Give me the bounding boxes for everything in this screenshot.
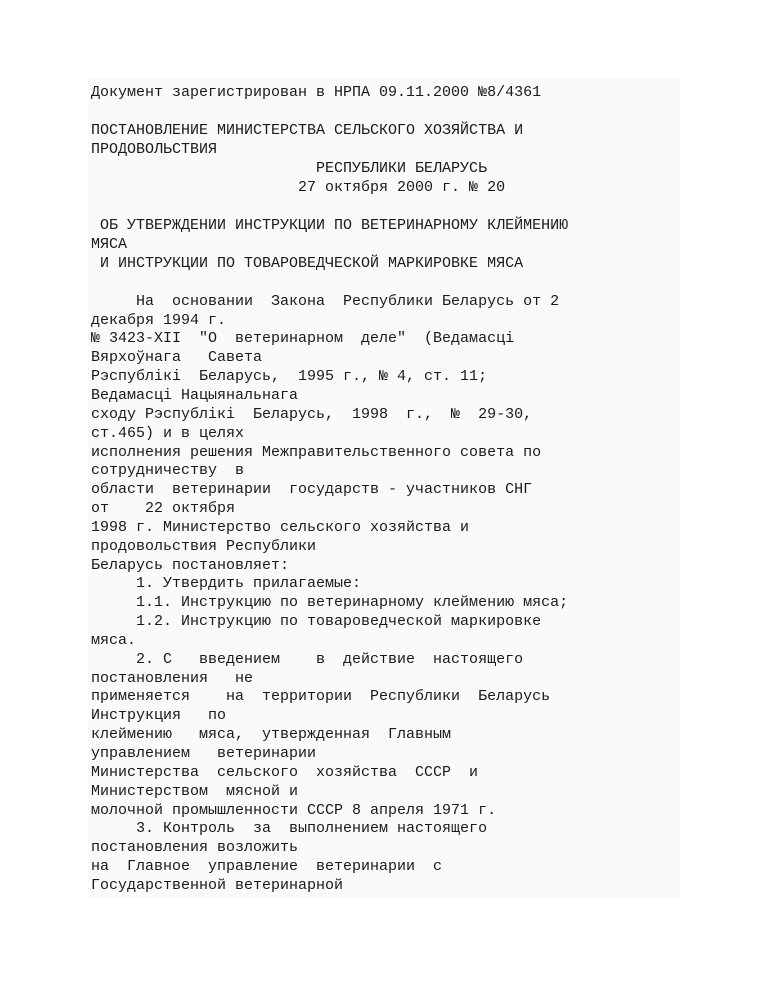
body-line: На основании Закона Республики Беларусь от 2 — [91, 293, 560, 310]
body-line: 1. Утвердить прилагаемые: — [91, 575, 362, 592]
body-line: постановления не — [91, 670, 254, 687]
body-line: продовольствия Республики — [91, 538, 317, 555]
body-line: Министерством мясной и — [91, 783, 299, 800]
body-line: молочной промышленности СССР 8 апреля 1971 г. — [91, 802, 497, 819]
body-line: 2. С введением в действие настоящего — [91, 651, 524, 668]
body-line: 1.1. Инструкцию по ветеринарному клеймению мяса; — [91, 594, 569, 611]
body-line: управлением ветеринарии — [91, 745, 317, 762]
body-line: области ветеринарии государств - участников СНГ — [91, 481, 533, 498]
title-line: ОБ УТВЕРЖДЕНИИ ИНСТРУКЦИИ ПО ВЕТЕРИНАРНОМУ КЛЕЙМЕНИЮ — [91, 217, 569, 234]
body-line: 1998 г. Министерство сельского хозяйства и — [91, 519, 470, 536]
body-line: применяется на территории Республики Беларусь — [91, 688, 551, 705]
body-line: декабря 1994 г. — [91, 312, 227, 329]
body-line: Министерства сельского хозяйства СССР и — [91, 764, 479, 781]
body-line: от 22 октября — [91, 500, 236, 517]
body-line: исполнения решения Межправительственного совета по — [91, 444, 542, 461]
header-line: РЕСПУБЛИКИ БЕЛАРУСЬ — [91, 160, 488, 177]
body-line: ст.465) и в целях — [91, 425, 245, 442]
body-line: 3. Контроль за выполнением настоящего — [91, 820, 488, 837]
body-line: Беларусь постановляет: — [91, 557, 290, 574]
body-line: клеймению мяса, утвержденная Главным — [91, 726, 452, 743]
header-line: ПОСТАНОВЛЕНИЕ МИНИСТЕРСТВА СЕЛЬСКОГО ХОЗЯЙСТВА И — [91, 122, 524, 139]
body-line: Вярхоўнага Савета — [91, 349, 263, 366]
body-line: 1.2. Инструкцию по товароведческой маркировке — [91, 613, 542, 630]
body-line: сходу Рэспублiкi Беларусь, 1998 г., № 29-30, — [91, 406, 533, 423]
header-line: 27 октября 2000 г. № 20 — [91, 179, 506, 196]
title-line: МЯСА — [91, 236, 128, 253]
registration-note: Документ зарегистрирован в НРПА 09.11.2000 №8/4361 — [91, 84, 542, 101]
title-line: И ИНСТРУКЦИИ ПО ТОВАРОВЕДЧЕСКОЙ МАРКИРОВКЕ МЯСА — [91, 255, 524, 272]
body-line: № 3423-XII "О ветеринарном деле" (Ведамасцi — [91, 330, 515, 347]
body-line: Государственной ветеринарной — [91, 877, 344, 894]
body-line: сотрудничеству в — [91, 462, 245, 479]
body-line: Рэспублiкi Беларусь, 1995 г., № 4, ст. 11; — [91, 368, 488, 385]
body-line: постановления возложить — [91, 839, 299, 856]
body-line: на Главное управление ветеринарии с — [91, 858, 443, 875]
body-line: мяса. — [91, 632, 137, 649]
body-line: Инструкция по — [91, 707, 227, 724]
header-line: ПРОДОВОЛЬСТВИЯ — [91, 141, 218, 158]
body-line: Ведамасцi Нацыянальнага — [91, 387, 299, 404]
